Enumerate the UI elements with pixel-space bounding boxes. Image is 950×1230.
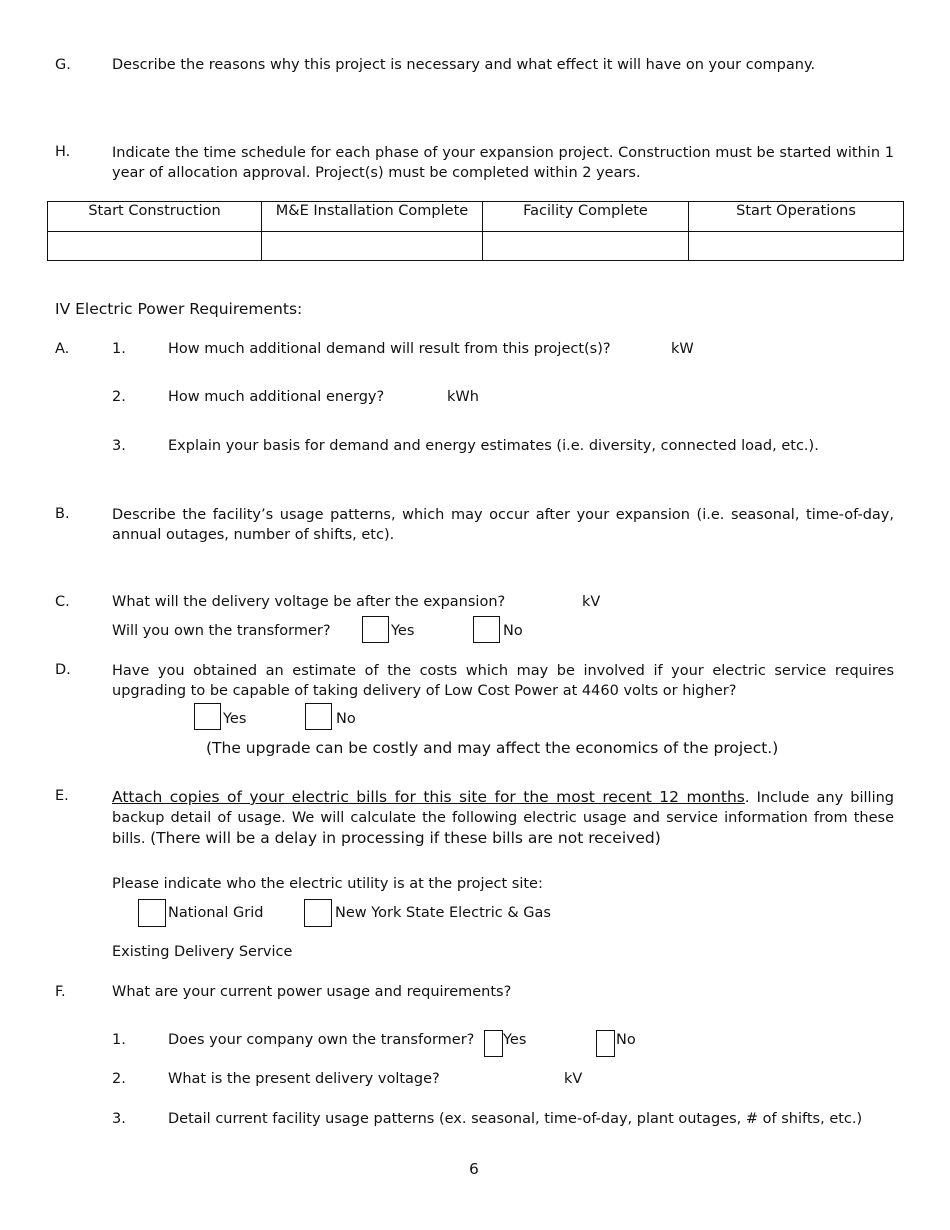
section-d-no-label: No [336, 711, 356, 727]
section-a-item1-text: How much additional demand will result from this project(s)? [168, 341, 611, 357]
section-f-letter: F. [55, 984, 66, 1000]
page-number: 6 [469, 1160, 479, 1178]
section-f-item2-unit: kV [564, 1071, 583, 1087]
section-c-no-label: No [503, 623, 523, 639]
section-h-letter: H. [55, 144, 71, 160]
section-a-item1-unit: kW [671, 341, 694, 357]
section-e-underlined: Attach copies of your electric bills for this site for the most recent 12 months [112, 788, 745, 806]
section-c-unit: kV [582, 594, 601, 610]
schedule-header-start-construction: Start Construction [48, 202, 262, 232]
section-f-item1-text: Does your company own the transformer? [168, 1032, 475, 1048]
section-b-letter: B. [55, 506, 70, 522]
schedule-header-facility-complete: Facility Complete [483, 202, 689, 232]
section-e-existing-service: Existing Delivery Service [112, 944, 293, 960]
section-iv-heading: IV Electric Power Requirements: [55, 300, 303, 318]
section-f-no-label: No [616, 1032, 636, 1048]
section-a-item1-num: 1. [112, 341, 126, 357]
section-e-text: . Include any billing backup detail of usage. We will calculate the following electric usage and service information from these bills. [112, 790, 894, 847]
section-d-yes-label: Yes [223, 711, 247, 727]
section-c-yes-label: Yes [391, 623, 415, 639]
section-d-note: (The upgrade can be costly and may affect the economics of the project.) [206, 739, 779, 757]
schedule-value-facility-complete[interactable] [483, 232, 689, 261]
nyseg-checkbox[interactable] [304, 899, 332, 927]
schedule-value-row [48, 232, 904, 261]
section-g-letter: G. [55, 57, 71, 73]
section-e-paragraph [112, 787, 894, 849]
section-a-item3-text: Explain your basis for demand and energy estimates (i.e. diversity, connected load, etc.). [168, 438, 819, 454]
section-d-yes-checkbox[interactable] [194, 703, 221, 730]
schedule-value-me-installation[interactable] [262, 232, 483, 261]
section-b-text: Describe the facility’s usage patterns, which may occur after your expansion (i.e. seasonal, time-of-day, annual outages, number of shifts, etc). [112, 507, 894, 543]
section-e-letter: E. [55, 788, 69, 804]
section-f-item1-num: 1. [112, 1032, 126, 1048]
section-e-utility-prompt: Please indicate who the electric utility is at the project site: [112, 876, 543, 892]
section-f-item3-text: Detail current facility usage patterns (ex. seasonal, time-of-day, plant outages, # of shifts, etc.) [168, 1111, 863, 1127]
section-c-question2: Will you own the transformer? [112, 623, 331, 639]
section-c-question1: What will the delivery voltage be after the expansion? [112, 594, 506, 610]
section-c-no-checkbox[interactable] [473, 616, 500, 643]
section-f-question: What are your current power usage and requirements? [112, 984, 512, 1000]
section-a-letter: A. [55, 341, 70, 357]
section-f-item2-text: What is the present delivery voltage? [168, 1071, 440, 1087]
section-a-item2-num: 2. [112, 389, 126, 405]
section-g-text: Describe the reasons why this project is necessary and what effect it will have on your company. [112, 57, 816, 73]
section-d-no-checkbox[interactable] [305, 703, 332, 730]
section-f-yes-checkbox[interactable] [484, 1030, 503, 1057]
section-c-letter: C. [55, 594, 70, 610]
nyseg-label: New York State Electric & Gas [335, 905, 551, 921]
national-grid-label: National Grid [168, 905, 264, 921]
schedule-table [47, 201, 904, 261]
schedule-value-start-operations[interactable] [689, 232, 904, 261]
section-c-yes-checkbox[interactable] [362, 616, 389, 643]
section-a-item2-unit: kWh [447, 389, 479, 405]
section-a-item3-num: 3. [112, 438, 126, 454]
schedule-value-start-construction[interactable] [48, 232, 262, 261]
schedule-header-me-installation: M&E Installation Complete [262, 202, 483, 232]
section-f-item2-num: 2. [112, 1071, 126, 1087]
section-f-no-checkbox[interactable] [596, 1030, 615, 1057]
section-f-item3-num: 3. [112, 1111, 126, 1127]
section-d-text: Have you obtained an estimate of the costs which may be involved if your electric service requires upgrading to be capable of taking delivery of Low Cost Power at 4460 volts or higher? [112, 663, 894, 699]
schedule-header-start-operations: Start Operations [689, 202, 904, 232]
section-f-yes-label: Yes [503, 1032, 527, 1048]
schedule-header-row [48, 202, 904, 232]
national-grid-checkbox[interactable] [138, 899, 166, 927]
section-h-text: Indicate the time schedule for each phase of your expansion project. Construction must be started within 1 year of allocation approval. Project(s) must be completed within 2 years. [112, 145, 894, 181]
section-a-item2-text: How much additional energy? [168, 389, 385, 405]
section-e-text-note: (There will be a delay in processing if these bills are not received) [150, 829, 661, 847]
section-d-letter: D. [55, 662, 71, 678]
